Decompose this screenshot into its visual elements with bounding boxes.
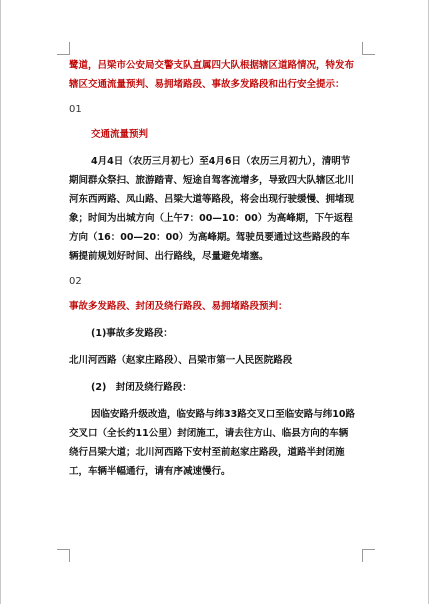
section-2-heading: 事故多发路段、封闭及绕行路段、易拥堵路段预判： xyxy=(69,301,288,312)
item-2-title: (2) 封闭及绕行路段： xyxy=(91,382,192,393)
section-1-number: 01 xyxy=(69,104,82,115)
crop-mark-bottom-right xyxy=(362,549,375,562)
item-2-body: 因临安路升级改造，临安路与纬33路交叉口至临安路与纬10路交叉口（全长约11公里）封闭施工，请去往方山、临县方向的车辆绕行吕梁大道；北川河西路下安村至前赵家庄路段，道路半封闭施工，车辆半幅通行，请有序减速慢行。 xyxy=(69,409,355,477)
section-2-number: 02 xyxy=(69,276,82,287)
crop-mark-top-left xyxy=(57,42,70,55)
document-body[interactable] xyxy=(69,56,355,481)
section-1-heading: 交通流量预判 xyxy=(91,129,149,140)
section-1-body: 4月4日（农历三月初七）至4月6日（农历三月初九），清明节期间群众祭扫、旅游踏青、短途自驾客流增多，导致四大队辖区北川河东西两路、凤山路、吕梁大道等路段，将会出现行驶缓慢、拥堵现象；时间为出城方向（上午7：00—10：00）为高峰期，下午返程方向（16：00—20：00）为高峰期。驾驶员要通过这些路段的车辆提前规划好时间、出行路线，尽量避免堵塞。 xyxy=(69,156,355,262)
crop-mark-top-right xyxy=(362,42,375,55)
item-1-body: 北川河西路（赵家庄路段）、吕梁市第一人民医院路段 xyxy=(69,355,293,366)
crop-mark-bottom-left xyxy=(57,549,70,562)
intro-paragraph: 鹭道，吕梁市公安局交警支队直属四大队根据辖区道路情况，特发布辖区交通流量预判、易拥堵路段、事故多发路段和出行安全提示： xyxy=(69,60,355,90)
item-1-title: (1)事故多发路段： xyxy=(91,328,173,339)
